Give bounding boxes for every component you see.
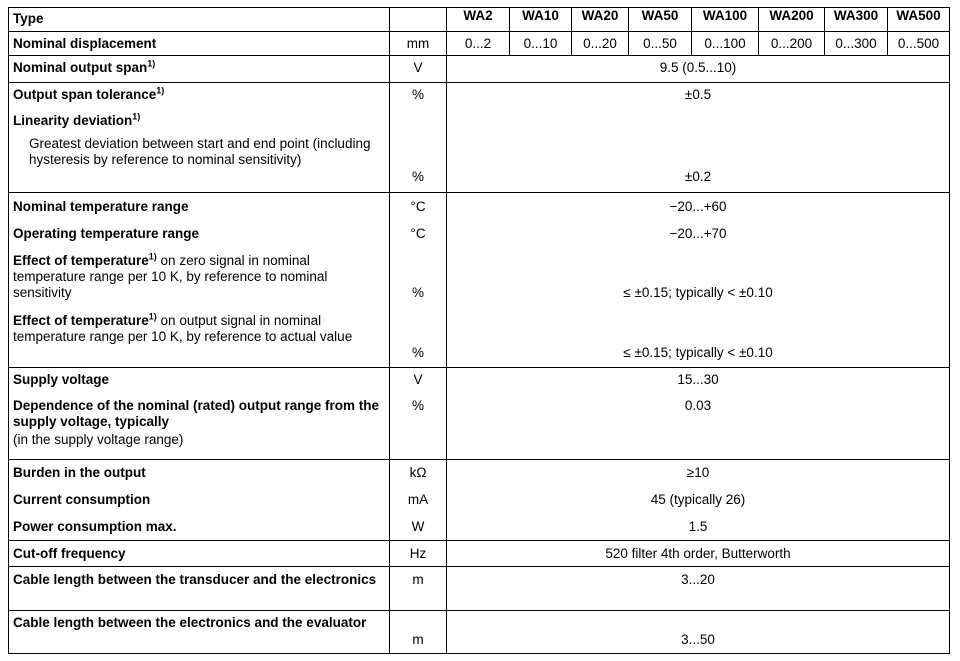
table-row-supply-group — [9, 368, 950, 460]
type-header-cell — [9, 8, 390, 32]
dependence-output-range-unit: % — [411, 398, 424, 413]
burden-output-label: Burden in the output — [13, 465, 146, 480]
displacement-wa300: 0...300 — [825, 32, 888, 56]
displacement-wa100: 0...100 — [692, 32, 759, 56]
displacement-wa10: 0...10 — [510, 32, 572, 56]
effect-temp-zero-value: ≤ ±0.15; typically < ±0.10 — [623, 285, 773, 300]
linearity-deviation-label: Linearity deviation — [13, 113, 133, 128]
dependence-output-range-description: (in the supply voltage range) — [13, 432, 184, 447]
temperature-group-unit-cell — [390, 193, 447, 368]
nominal-output-span-label: Nominal output span — [13, 60, 148, 75]
model-wa50-header: WA50 — [629, 8, 692, 32]
supply-voltage-label: Supply voltage — [13, 372, 110, 387]
output-span-tolerance-label: Output span tolerance — [13, 87, 157, 102]
footnote-marker: 1) — [148, 251, 157, 262]
supply-group-value-cell — [447, 368, 950, 460]
output-span-tolerance-unit: % — [411, 87, 424, 102]
cutoff-frequency-label: Cut-off frequency — [13, 546, 126, 561]
displacement-wa500: 0...500 — [888, 32, 950, 56]
burden-output-value: ≥10 — [686, 465, 710, 480]
tolerance-linearity-value-cell — [447, 83, 950, 193]
supply-group-unit-cell — [390, 368, 447, 460]
specifications-table — [8, 7, 950, 654]
supply-voltage-unit: V — [413, 372, 423, 387]
effect-temp-zero-description: on zero signal in nominal temperature range per 10 K, by reference to nominal sensitivity — [13, 253, 328, 300]
displacement-wa50: 0...50 — [629, 32, 692, 56]
model-wa10-header: WA10 — [510, 8, 572, 32]
effect-temp-output-value: ≤ ±0.15; typically < ±0.10 — [623, 345, 773, 360]
footnote-marker: 1) — [132, 111, 141, 122]
effect-temp-output-description: on output signal in nominal temperature range per 10 K, by reference to actual value — [13, 313, 353, 344]
effect-temp-zero-unit: % — [411, 285, 424, 300]
nominal-displacement-label: Nominal displacement — [13, 36, 157, 51]
power-consumption-unit: W — [411, 519, 425, 534]
table-row-nominal-output-span — [9, 56, 950, 83]
displacement-wa2: 0...2 — [447, 32, 510, 56]
linearity-deviation-unit: % — [411, 169, 424, 184]
table-row-nominal-displacement — [9, 32, 950, 56]
model-wa20-header: WA20 — [572, 8, 629, 32]
power-consumption-value: 1.5 — [688, 519, 708, 534]
electrical-group-value-cell — [447, 460, 950, 541]
operating-temperature-range-label: Operating temperature range — [13, 226, 200, 241]
table-row-cutoff-frequency — [9, 541, 950, 567]
nominal-output-span-value: 9.5 (0.5...10) — [447, 56, 950, 83]
power-consumption-label: Power consumption max. — [13, 519, 177, 534]
supply-voltage-value: 15...30 — [677, 372, 719, 387]
electrical-group-label-cell — [9, 460, 390, 541]
cable-transducer-electronics-unit: m — [390, 567, 447, 611]
model-wa200-header: WA200 — [759, 8, 825, 32]
operating-temperature-range-value: −20...+70 — [669, 226, 727, 241]
displacement-wa20: 0...20 — [572, 32, 629, 56]
table-row-cable-evaluator — [9, 611, 950, 654]
effect-temp-zero-label: Effect of temperature — [13, 253, 149, 268]
footnote-marker: 1) — [156, 85, 165, 96]
cable-electronics-evaluator-label: Cable length between the electronics and the evaluator — [13, 615, 367, 630]
cable-transducer-electronics-label: Cable length between the transducer and the electronics — [13, 572, 377, 587]
cable-evaluator-label-cell — [9, 611, 390, 654]
footnote-marker: 1) — [147, 58, 156, 69]
dependence-output-range-label: Dependence of the nominal (rated) output range from the supply voltage, typically — [13, 398, 380, 429]
model-wa500-header: WA500 — [888, 8, 950, 32]
tolerance-linearity-label-cell — [9, 83, 390, 193]
nominal-displacement-label-cell — [9, 32, 390, 56]
temperature-group-label-cell — [9, 193, 390, 368]
dependence-output-range-value: 0.03 — [684, 398, 712, 413]
cutoff-frequency-label-cell — [9, 541, 390, 567]
tolerance-linearity-unit-cell — [390, 83, 447, 193]
current-consumption-label: Current consumption — [13, 492, 151, 507]
nominal-temperature-range-label: Nominal temperature range — [13, 199, 189, 214]
effect-temp-output-unit: % — [411, 345, 424, 360]
table-row-temperature-group — [9, 193, 950, 368]
supply-group-label-cell — [9, 368, 390, 460]
electrical-group-unit-cell — [390, 460, 447, 541]
nominal-displacement-unit: mm — [390, 32, 447, 56]
operating-temperature-range-unit: °C — [410, 226, 426, 241]
burden-output-unit: kΩ — [409, 465, 427, 480]
effect-temp-output-label: Effect of temperature — [13, 313, 149, 328]
footnote-marker: 1) — [148, 311, 157, 322]
cable-transducer-label-cell — [9, 567, 390, 611]
linearity-deviation-value: ±0.2 — [684, 169, 712, 184]
model-wa300-header: WA300 — [825, 8, 888, 32]
table-row-type — [9, 8, 950, 32]
current-consumption-value: 45 (typically 26) — [650, 492, 746, 507]
nominal-temperature-range-unit: °C — [410, 199, 426, 214]
cable-electronics-evaluator-value: 3...50 — [447, 611, 950, 654]
table-row-electrical-group — [9, 460, 950, 541]
nominal-output-span-unit: V — [390, 56, 447, 83]
cutoff-frequency-unit: Hz — [390, 541, 447, 567]
model-wa100-header: WA100 — [692, 8, 759, 32]
cable-electronics-evaluator-unit: m — [390, 611, 447, 654]
displacement-wa200: 0...200 — [759, 32, 825, 56]
output-span-tolerance-value: ±0.5 — [684, 87, 712, 102]
model-wa2-header: WA2 — [447, 8, 510, 32]
table-row-cable-transducer — [9, 567, 950, 611]
type-header-label: Type — [13, 11, 44, 26]
cable-transducer-electronics-value: 3...20 — [447, 567, 950, 611]
current-consumption-unit: mA — [407, 492, 429, 507]
table-row-tolerance-linearity — [9, 83, 950, 193]
nominal-temperature-range-value: −20...+60 — [669, 199, 727, 214]
unit-header-cell — [390, 8, 447, 32]
linearity-deviation-description: Greatest deviation between start and end point (including hysteresis by reference to nominal sensitivity) — [29, 136, 371, 167]
nominal-output-span-label-cell — [9, 56, 390, 83]
temperature-group-value-cell — [447, 193, 950, 368]
cutoff-frequency-value: 520 filter 4th order, Butterworth — [447, 541, 950, 567]
